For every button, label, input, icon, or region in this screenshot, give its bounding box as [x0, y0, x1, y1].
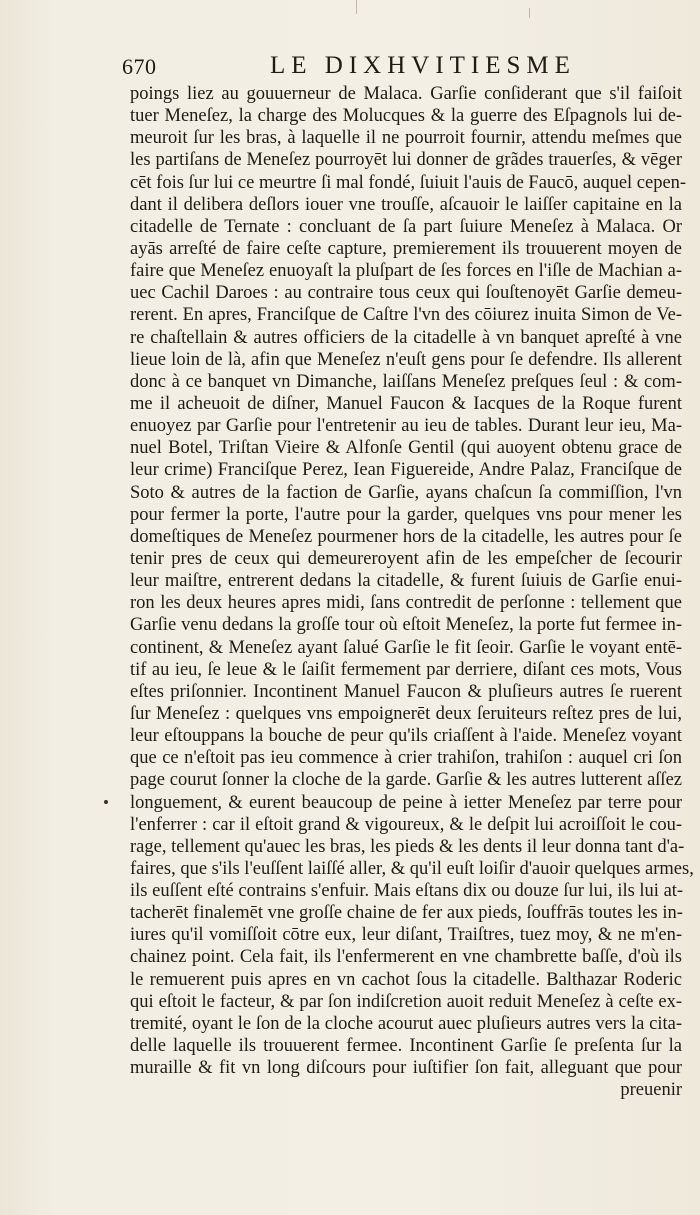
text-line: le remuerent puis apres en vn cachot ſous la citadelle. Balthazar Roderic	[130, 969, 682, 990]
text-line: cēt fois ſur lui ce meurtre ſi mal fondé, ſuiuit l'auis de Faucō, auquel cepen-	[130, 172, 687, 193]
text-line: Soto & autres de la faction de Garſie, ayans chaſcun ſa commiſſion, l'vn	[130, 482, 682, 503]
text-line: tenir pres de ceux qui demeureroyent afin de les empeſcher de ſecourir	[130, 548, 682, 569]
page-edge-mark	[529, 8, 530, 18]
text-line: leur eſtouppans la bouche de peur qu'ils criaſſent à l'aide. Meneſez voyant	[130, 726, 682, 747]
text-line: eſtes priſonnier. Incontinent Manuel Faucon & pluſieurs autres ſe ruerent	[130, 681, 682, 702]
text-line: dant il delibera deſlors iouer vne trouſſe, aſcauoir le laiſſer capitaine en la	[130, 194, 682, 215]
text-line: ils euſſent eſté contrains s'enfuir. Mais eſtans dix ou douze ſur lui, ils lui at-	[130, 881, 684, 902]
text-line: meuroit ſur les bras, à laquelle il ne pourroit fournir, attendu meſmes que	[130, 128, 682, 149]
text-line: me il acheuoit de diſner, Manuel Faucon & Iacques de la Roque furent	[130, 393, 682, 414]
text-line: pour fermer la porte, l'autre pour la garder, quelques vns pour mener les	[130, 504, 682, 525]
text-line: poings liez au gouuerneur de Malaca. Garſie conſiderant que s'il faiſoit	[130, 84, 682, 104]
text-line: continent, & Meneſez ayant ſalué Garſie le fit ſeoir. Garſie le voyant entē-	[130, 637, 682, 658]
text-line: faire que Meneſez enuoyaſt la pluſpart de ſes forces en l'iſle de Machian a-	[130, 261, 682, 282]
text-line: citadelle de Ternate : concluant de ſa part ſuiure Meneſez à Malaca. Or	[130, 216, 682, 237]
text-line: nuel Botel, Triſtan Vieire & Alfonſe Gentil (qui auoyent obtenu grace de	[130, 438, 682, 459]
text-line: chainez point. Cela fait, ils l'enfermerent en vne chambrette baſſe, d'où ils	[130, 947, 682, 968]
text-line: tremité, oyant le ſon de la cloche acourut auec pluſieurs autres vers la cita-	[130, 1013, 682, 1034]
text-line: rerent. En apres, Franciſque de Caſtre l'vn des cōiurez inuita Simon de Ve-	[130, 305, 682, 326]
text-line: leur crime) Franciſque Perez, Iean Figuereide, Andre Palaz, Franciſque de	[130, 460, 682, 481]
text-line: donc à ce banquet vn Dimanche, laiſſans Meneſez preſques ſeul : & com-	[130, 371, 682, 392]
text-line: page courut ſonner la cloche de la garde. Garſie & les autres lutterent aſſez	[130, 770, 682, 791]
text-line: l'enferrer : car il eſtoit grand & vigoureux, & le deſpit lui acroiſſoit le cou-	[130, 814, 682, 835]
margin-mark	[104, 800, 108, 804]
text-line: delle laquelle ils trouuerent fermee. Incontinent Garſie ſe preſenta ſur la	[130, 1036, 682, 1057]
text-line: muraille & fit vn long diſcours pour iuſtifier ſon fait, alleguant que pour	[130, 1058, 682, 1079]
text-line: ſur Meneſez : quelques vns empoignerēt deux ſeruiteurs reſtez pres de lui,	[130, 703, 682, 724]
text-line: les partiſans de Meneſez pourroyēt lui donner de grãdes trauerſes, & vēger	[130, 150, 682, 171]
text-line: domeſtiques de Meneſez pourmener hors de la citadelle, les autres pour ſe	[130, 526, 682, 547]
text-line: Garſie venu dedans la groſſe tour où eſtoit Meneſez, la porte fut fermee in-	[130, 615, 682, 636]
running-title: LE DIXHVITIESME	[270, 52, 576, 79]
text-line: iures qu'il vomiſſoit cōtre eux, leur diſant, Traiſtres, tuez moy, & ne m'en-	[130, 925, 682, 946]
text-line: que ce n'eſtoit pas ieu commence à crier trahiſon, trahiſon : auquel cri ſon	[130, 748, 682, 769]
catchword: preuenir	[620, 1080, 682, 1101]
text-line: uec Cachil Daroes : au contraire tous ceux qui ſouſtenoyēt Garſie demeu-	[130, 283, 682, 304]
text-line: lieue loin de là, afin que Meneſez n'euſt gens pour ſe defendre. Ils allerent	[130, 349, 682, 370]
text-line: tif au ieu, ſe leue & le ſaiſit fermement par derriere, diſant ces mots, Vous	[130, 659, 682, 680]
text-line: faires, que s'ils l'euſſent laiſſé aller, & qu'il euſt loiſir d'auoir quelques armes,	[130, 858, 694, 879]
text-line: qui eſtoit le facteur, & par ſon indiſcretion auoit reduit Meneſez à ceſte ex-	[130, 991, 682, 1012]
text-line: leur maiſtre, entrerent dedans la citadelle, & furent ſuiuis de Garſie enui-	[130, 571, 682, 592]
text-line: enuoyez par Garſie pour l'entretenir au ieu de tables. Durant leur ieu, Ma-	[130, 416, 682, 437]
text-line: ron les deux heures apres midi, ſans contredit de perſonne : tellement que	[130, 593, 682, 614]
text-line: ayās arreſté de faire ceſte capture, premierement ils trouuerent moyen de	[130, 238, 682, 259]
body-text	[130, 83, 694, 1101]
text-line: longuement, & eurent beaucoup de peine à ietter Meneſez par terre pour	[130, 792, 682, 813]
text-line: re chaſtellain & autres officiers de la citadelle à vn banquet apreſté à vne	[130, 327, 682, 348]
page-edge-mark	[356, 0, 357, 14]
page-number: 670	[122, 54, 157, 79]
page-header	[122, 52, 682, 82]
text-line: rage, tellement qu'auec les bras, les pieds & les dents il leur donna tant d'a-	[130, 836, 685, 857]
text-line: tacherēt finalemēt vne groſſe chaine de fer aux pieds, ſouffrās toutes les in-	[130, 903, 683, 924]
text-line: tuer Meneſez, la charge des Molucques & la guerre des Eſpagnols lui de-	[130, 106, 682, 127]
